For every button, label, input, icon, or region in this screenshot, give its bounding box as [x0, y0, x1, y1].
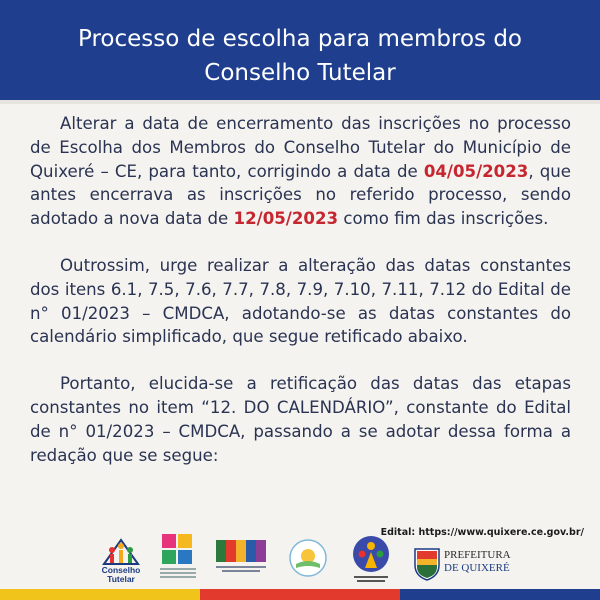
conselho-label-2: Tutelar: [107, 574, 135, 584]
city-coat-of-arms-icon: [412, 545, 442, 581]
striped-emblem-icon: [214, 540, 270, 576]
conselho-tutelar-figures-icon: [100, 534, 142, 566]
secretaria-trabalho-logo: [348, 534, 394, 584]
footer-color-bar: [0, 589, 600, 600]
new-closing-date: 12/05/2023: [233, 209, 339, 229]
header-banner: [0, 0, 600, 100]
people-circle-icon: [348, 534, 394, 584]
paragraph-3: Portanto, elucida-se a retificação das datas das etapas constantes no item “12. DO CALENDÁRIO”, constante do Edital de n° 01/2023 – CMDCA, passando a se adotar dessa forma a redação que se segue:: [30, 374, 571, 465]
footer-stripe-blue: [400, 589, 600, 600]
circle-sun-icon: [288, 538, 328, 578]
prefeitura-label-2: DE QUIXERÉ: [444, 562, 510, 574]
prefeitura-quixere-logo: [412, 545, 524, 581]
notice-body: [30, 112, 571, 490]
title-line-2: Conselho Tutelar: [204, 60, 396, 86]
conselho-tutelar-logo: [100, 534, 142, 586]
footer-stripe-yellow: [0, 589, 200, 600]
cmdca-logo: [158, 534, 198, 586]
footer-stripe-red: [200, 589, 400, 600]
prefeitura-label-1: PREFEITURA: [444, 549, 511, 561]
conselho-label-1: Conselho: [101, 565, 141, 575]
paragraph-1: [30, 112, 571, 231]
cmdca-blocks-icon: [158, 534, 198, 582]
paragraph-1-text-c: como fim das inscrições.: [338, 209, 549, 229]
secretaria-educacao-logo: [214, 540, 270, 576]
title-line-1: Processo de escolha para membros do: [77, 26, 523, 52]
old-closing-date: 04/05/2023: [423, 161, 529, 181]
paragraph-1-text-a: Alterar a data de encerramento das inscrições no processo de Escolha dos Membros do Conselho Tutelar do Município de Quixeré – CE, para tanto, corrigindo a data de: [30, 114, 571, 181]
paragraph-1-text-b: , que antes encerrava as inscrições no referido processo, sendo adotado a nova data de: [30, 161, 571, 229]
circular-emblem-logo: [288, 538, 328, 578]
paragraph-2: Outrossim, urge realizar a alteração das datas constantes dos itens 6.1, 7.5, 7.6, 7.7, 7.8, 7.9, 7.10, 7.11, 7.12 do Edital de n° 01/2023 – CMDCA, adotando-se as datas constantes do calendário simplificado, que segue retificado abaixo.: [30, 255, 571, 347]
edital-link[interactable]: Edital: https://www.quixere.ce.gov.br/: [380, 527, 584, 538]
page-title: [20, 22, 580, 90]
